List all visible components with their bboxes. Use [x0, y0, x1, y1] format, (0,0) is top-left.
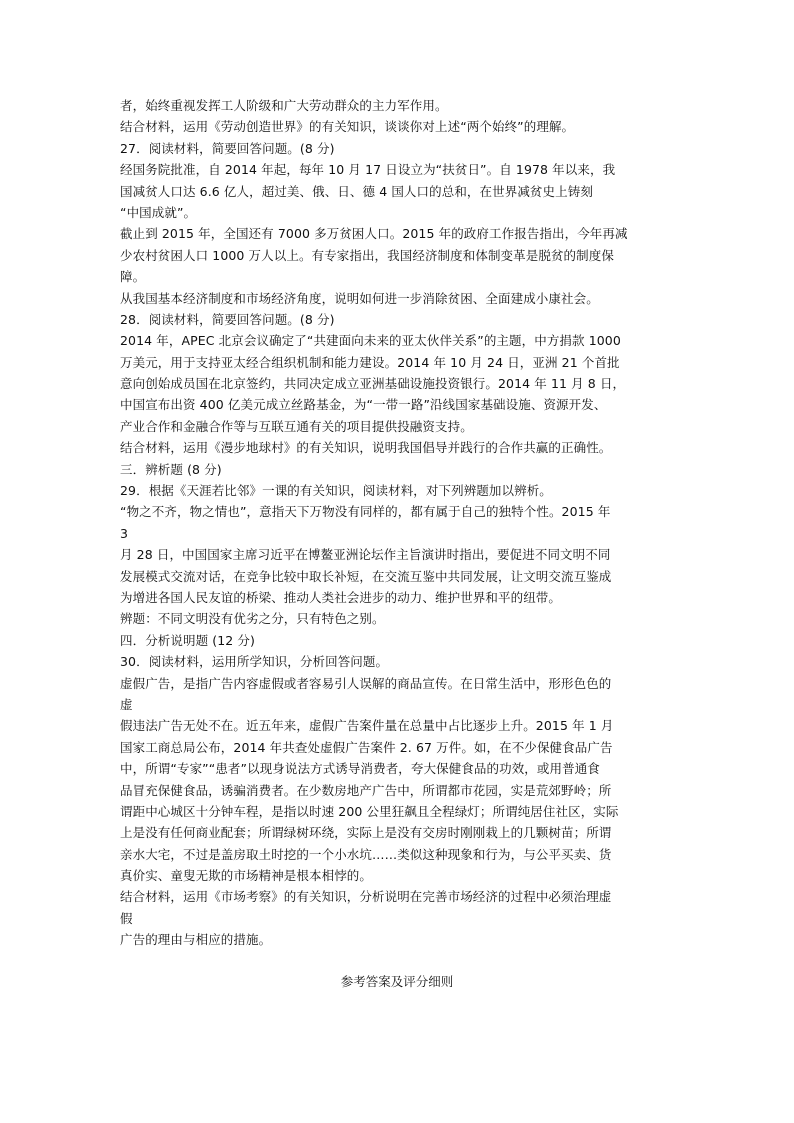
- text-line: 真价实、童叟无欺的市场精神是根本相悖的。: [120, 868, 373, 884]
- text-line: 3: [120, 525, 129, 541]
- question-prompt: 结合材料，运用《劳动创造世界》的有关知识，谈谈你对上述“两个始终”的理解。: [120, 119, 575, 135]
- text-line: 中，所谓“专家”“患者”以现身说法方式诱导消费者，夸大保健食品的功效，或用普通食: [120, 761, 600, 777]
- text-line: 万美元，用于支持亚太经合组织机制和能力建设。2014 年 10 月 24 日，亚洲 21 个首批: [120, 354, 620, 370]
- text-line: 虚: [120, 696, 133, 712]
- question-prompt: 从我国基本经济制度和市场经济角度，说明如何进一步消除贫困、全面建成小康社会。: [120, 290, 599, 306]
- text-line: 少农村贫困人口 1000 万人以上。有专家指出，我国经济制度和体制变革是脱贫的制度保: [120, 247, 614, 263]
- text-line: 谓距中心城区十分钟车程，是指以时速 200 公里狂飙且全程绿灯；所谓纯居住社区，实际: [120, 803, 619, 819]
- text-line: 截止到 2015 年，全国还有 7000 多万贫困人口。2015 年的政府工作报告指出，今年再减: [120, 226, 628, 242]
- text-line: 亲水大宅，不过是盖房取土时挖的一个小水坑……类似这种现象和行为，与公平买卖、货: [120, 846, 612, 862]
- section-4-heading: 四．分析说明题 (12 分): [120, 632, 256, 648]
- question-27-heading: 27．阅读材料，简要回答问题。(8 分): [120, 140, 335, 156]
- text-line: 国家工商总局公布，2014 年共查处虚假广告案件 2. 67 万件。如，在不少保健食品广告: [120, 739, 613, 755]
- question-28-heading: 28．阅读材料，简要回答问题。(8 分): [120, 311, 335, 327]
- text-line: 假: [120, 910, 133, 926]
- text-line: 上是没有任何商业配套；所谓绿树环绕，实际上是没有交房时刚刚栽上的几颗树苗；所谓: [120, 825, 612, 841]
- text-line: 中国宣布出资 400 亿美元成立丝路基金，为“一带一路”沿线国家基础设施、资源开发、: [120, 397, 607, 413]
- text-line: 虚假广告，是指广告内容虚假或者容易引人误解的商品宣传。在日常生活中，形形色色的: [120, 675, 612, 691]
- text-line: 假违法广告无处不在。近五年来，虚假广告案件量在总量中占比逐步上升。2015 年 1 月: [120, 718, 614, 734]
- text-line: 障。: [120, 269, 146, 285]
- question-prompt: 辨题：不同文明没有优劣之分，只有特色之别。: [120, 611, 385, 627]
- text-line: “物之不齐，物之情也”，意指天下万物没有同样的，都有属于自己的独特个性。2015 年: [120, 504, 611, 520]
- text-line: 意向创始成员国在北京签约，共同决定成立亚洲基础设施投资银行。2014 年 11 月 8 日，: [120, 376, 626, 392]
- text-line: 品冒充保健食品，诱骗消费者。在少数房地产广告中，所谓都市花园，实是荒郊野岭；所: [120, 782, 612, 798]
- question-prompt: 结合材料，运用《市场考察》的有关知识，分析说明在完善市场经济的过程中必须治理虚: [120, 889, 612, 905]
- text-line: 为增进各国人民友谊的桥梁、推动人类社会进步的动力、维护世界和平的纽带。: [120, 589, 562, 605]
- text-line: 广告的理由与相应的措施。: [120, 932, 272, 948]
- text-line: 2014 年，APEC 北京会议确定了“共建面向未来的亚太伙伴关系”的主题，中方捐款 1000: [120, 333, 621, 349]
- text-line: 国减贫人口达 6.6 亿人，超过美、俄、日、德 4 国人口的总和，在世界减贫史上铸刻: [120, 183, 593, 199]
- text-line: “中国成就”。: [120, 204, 197, 220]
- question-prompt: 结合材料，运用《漫步地球村》的有关知识，说明我国倡导并践行的合作共赢的正确性。: [120, 440, 612, 456]
- question-29-heading: 29．根据《天涯若比邻》一课的有关知识，阅读材料，对下列辨题加以辨析。: [120, 483, 552, 499]
- question-30-heading: 30．阅读材料，运用所学知识，分析回答问题。: [120, 654, 389, 670]
- section-3-heading: 三．辨析题 (8 分): [120, 461, 222, 477]
- text-line: 经国务院批准，自 2014 年起，每年 10 月 17 日设立为“扶贫日”。自 1978 年以来，我: [120, 162, 616, 178]
- document-body: [120, 95, 680, 951]
- text-line: 月 28 日，中国国家主席习近平在博鳌亚洲论坛作主旨演讲时指出，要促进不同文明不同: [120, 547, 611, 563]
- text-line: 者，始终重视发挥工人阶级和广大劳动群众的主力军作用。: [120, 98, 448, 113]
- answer-key-heading: 参考答案及评分细则: [340, 974, 454, 989]
- text-line: 发展模式交流对话，在竞争比较中取长补短，在交流互鉴中共同发展，让文明交流互鉴成: [120, 568, 612, 584]
- text-line: 产业合作和金融合作等与互联互通有关的项目提供投融资支持。: [120, 418, 473, 434]
